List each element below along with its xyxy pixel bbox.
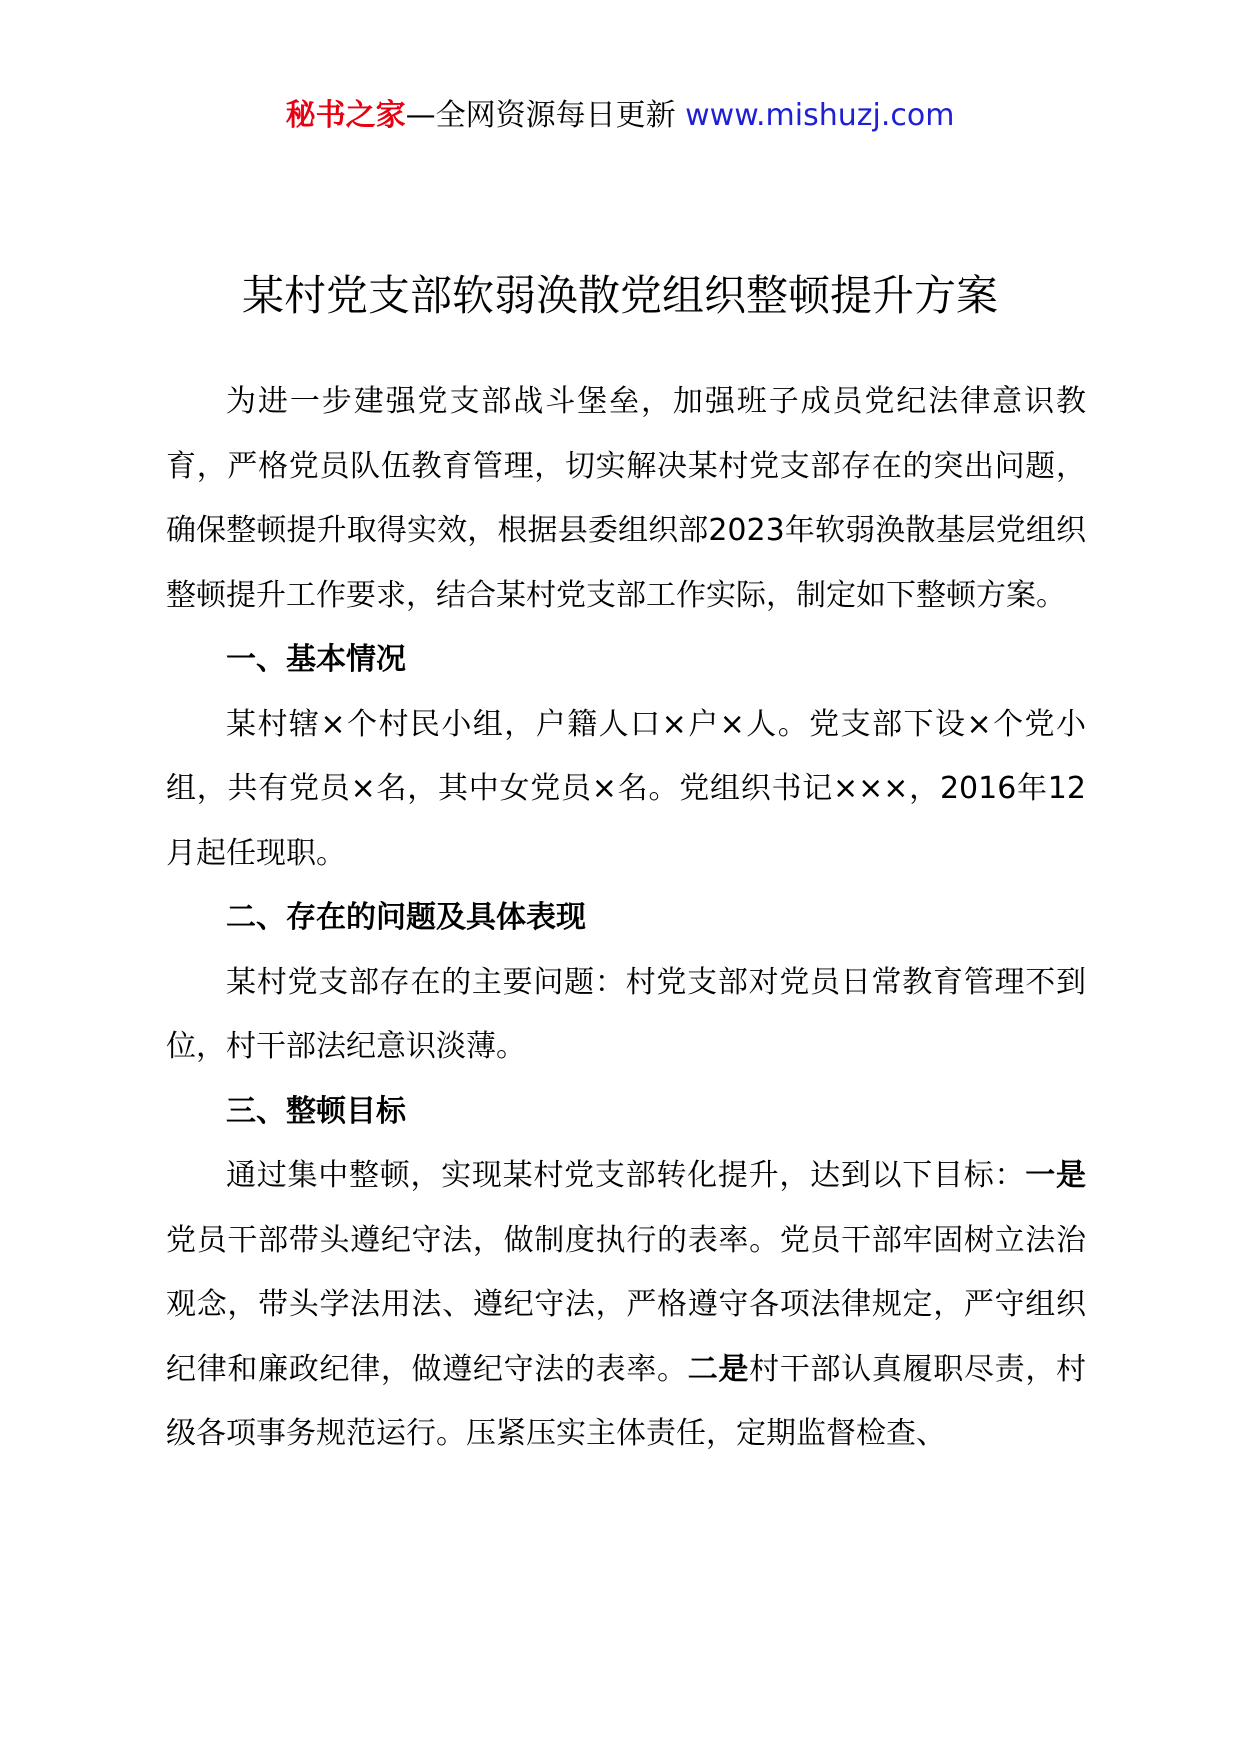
document-body bbox=[166, 370, 1086, 1467]
section-heading-problems: 二、存在的问题及具体表现 bbox=[226, 900, 586, 935]
goals-paragraph bbox=[166, 1144, 1086, 1467]
goal-one-text: 党员干部带头遵纪守法，做制度执行的表率。党员干部牢固树立法治观念，带头学法用法、遵纪守法，严格遵守各项法律规定，严守组织纪律和廉政纪律，做遵纪守法的表率。 bbox=[166, 1222, 1086, 1387]
section-heading-goals: 三、整顿目标 bbox=[226, 1093, 406, 1129]
document-title: 某村党支部软弱涣散党组织整顿提升方案 bbox=[241, 271, 998, 320]
goal-two-text: 村干部认真履职尽责，村级各项事务规范运行。压紧压实主体责任，定期监督检查、 bbox=[166, 1351, 1087, 1451]
header-slogan: —全网资源每日更新 bbox=[405, 98, 676, 133]
problems-paragraph: 某村党支部存在的主要问题：村党支部对党员日常教育管理不到位，村干部法纪意识淡薄。 bbox=[166, 964, 1086, 1064]
site-url-link[interactable]: www.mishuzj.com bbox=[685, 98, 955, 133]
goal-one-marker: 一是 bbox=[1025, 1158, 1087, 1193]
section-heading-basic-info: 一、基本情况 bbox=[226, 642, 406, 677]
basic-info-paragraph: 某村辖×个村民小组，户籍人口×户×人。党支部下设×个党小组，共有党员×名，其中女党员×名。党组织书记×××，2016年12月起任现职。 bbox=[166, 706, 1086, 871]
site-header bbox=[0, 98, 1240, 134]
goal-two-marker: 二是 bbox=[687, 1351, 750, 1387]
goals-text-intro: 通过集中整顿，实现某村党支部转化提升，达到以下目标： bbox=[226, 1158, 1026, 1193]
brand-name: 秘书之家 bbox=[285, 98, 406, 133]
intro-paragraph: 为进一步建强党支部战斗堡垒，加强班子成员党纪法律意识教育，严格党员队伍教育管理，切实解决某村党支部存在的突出问题，确保整顿提升取得实效，根据县委组织部2023年软弱涣散基层党组织整顿提升工作要求，结合某村党支部工作实际，制定如下整顿方案。 bbox=[166, 384, 1086, 613]
